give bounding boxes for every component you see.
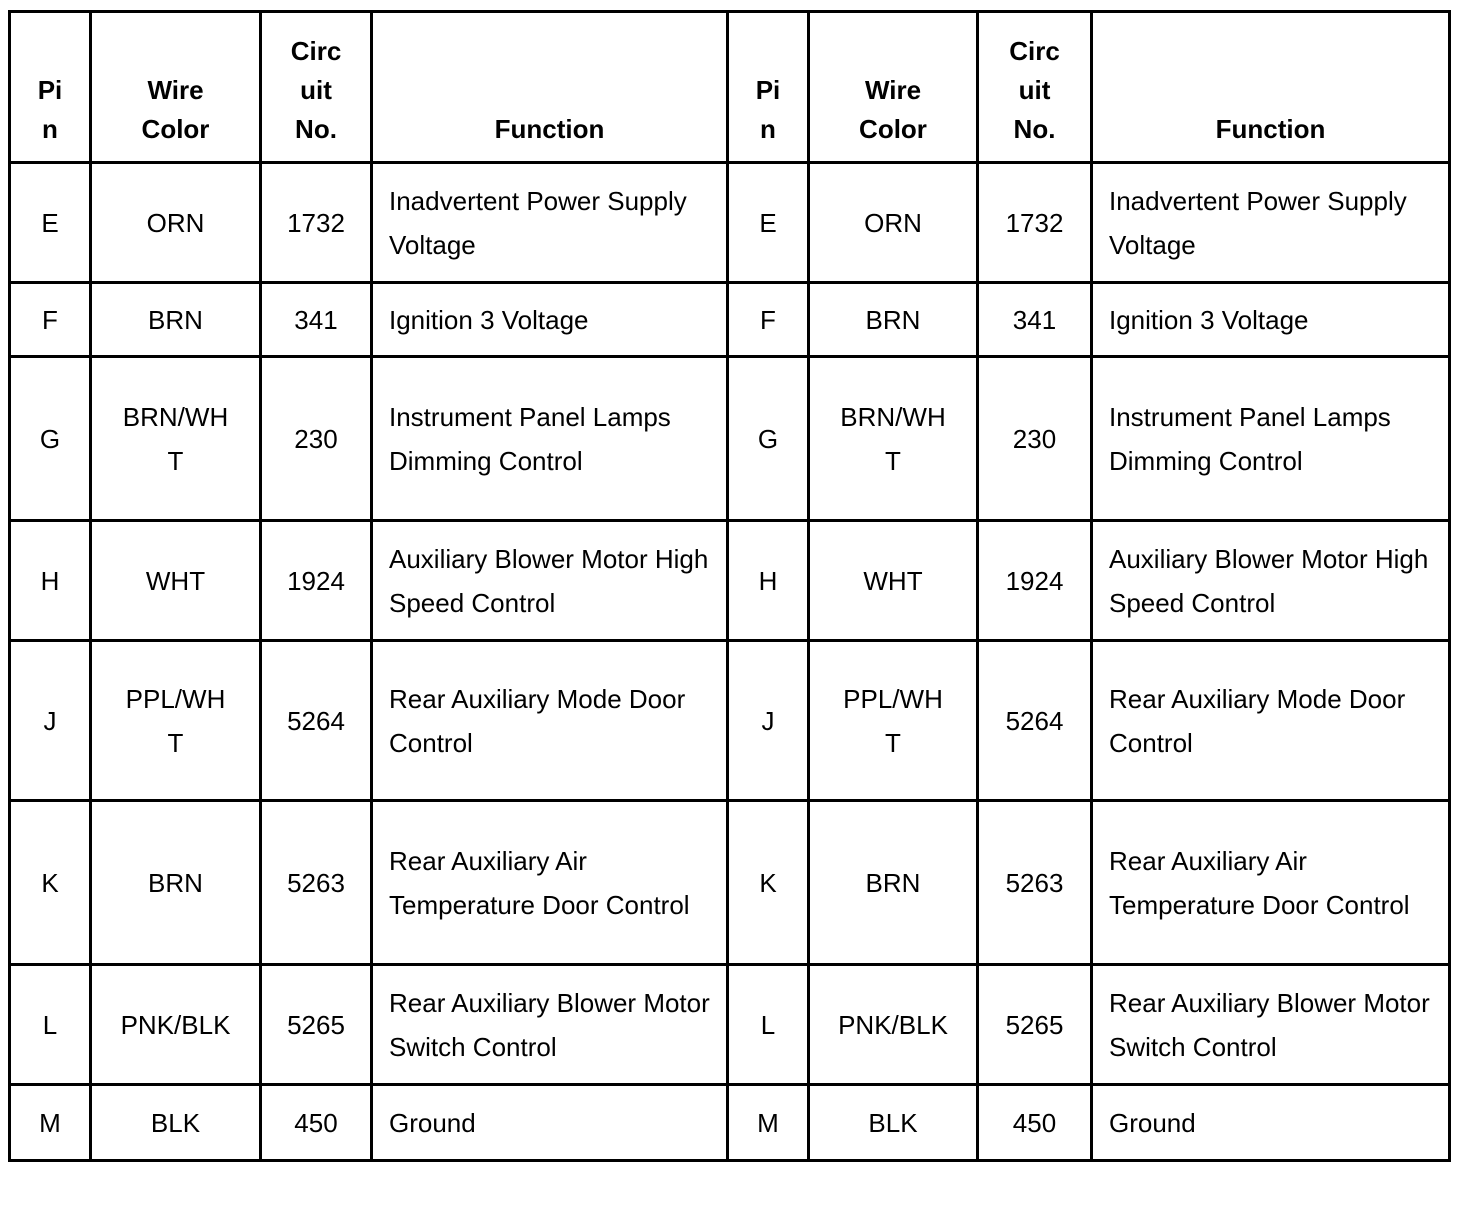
function-cell: Auxiliary Blower Motor High Speed Control [372,521,728,641]
wire-color-cell: PNK/BLK [809,965,978,1085]
function-cell: Instrument Panel Lamps Dimming Control [1092,357,1450,521]
wire-color-cell: WHT [809,521,978,641]
circuit-cell: 5265 [978,965,1092,1085]
circuit-cell: 1732 [978,163,1092,283]
table-row [10,163,1450,283]
circuit-cell: 230 [261,357,372,521]
header-row [10,12,1450,163]
pin-cell: F [10,283,91,357]
table-row [10,1085,1450,1161]
header-circuit-no-right: Circuit No. [978,12,1092,163]
function-cell: Ground [372,1085,728,1161]
circuit-cell: 1732 [261,163,372,283]
wire-color-cell: PNK/BLK [91,965,261,1085]
pin-cell: J [10,641,91,801]
wire-color-cell: BRN/WHT [91,357,261,521]
function-cell: Rear Auxiliary Air Temperature Door Control [1092,801,1450,965]
header-function-left: Function [372,12,728,163]
circuit-cell: 450 [261,1085,372,1161]
wire-color-cell: BRN [809,283,978,357]
function-cell: Ground [1092,1085,1450,1161]
circuit-cell: 341 [978,283,1092,357]
pin-cell: F [728,283,809,357]
circuit-cell: 5263 [978,801,1092,965]
function-cell: Instrument Panel Lamps Dimming Control [372,357,728,521]
circuit-cell: 5264 [978,641,1092,801]
wire-color-cell: BLK [809,1085,978,1161]
wire-color-cell: PPL/WHT [91,641,261,801]
function-cell: Rear Auxiliary Mode Door Control [1092,641,1450,801]
function-cell: Ignition 3 Voltage [372,283,728,357]
header-wire-color-right: Wire Color [809,12,978,163]
pin-cell: H [10,521,91,641]
circuit-cell: 5265 [261,965,372,1085]
table-row [10,521,1450,641]
header-pin-left: Pin [10,12,91,163]
function-cell: Inadvertent Power Supply Voltage [372,163,728,283]
function-cell: Rear Auxiliary Blower Motor Switch Control [372,965,728,1085]
table-row [10,965,1450,1085]
header-circuit-no-left: Circuit No. [261,12,372,163]
function-cell: Rear Auxiliary Mode Door Control [372,641,728,801]
pin-cell: E [10,163,91,283]
wire-color-cell: BRN [809,801,978,965]
wire-color-cell: WHT [91,521,261,641]
pin-cell: L [10,965,91,1085]
circuit-cell: 5264 [261,641,372,801]
wire-color-cell: BLK [91,1085,261,1161]
wire-color-cell: PPL/WHT [809,641,978,801]
function-cell: Ignition 3 Voltage [1092,283,1450,357]
header-pin-right: Pin [728,12,809,163]
wire-color-cell: ORN [91,163,261,283]
pin-cell: G [728,357,809,521]
pin-cell: J [728,641,809,801]
pin-cell: M [10,1085,91,1161]
header-wire-color-left: Wire Color [91,12,261,163]
pin-cell: G [10,357,91,521]
circuit-cell: 5263 [261,801,372,965]
wire-color-cell: BRN [91,283,261,357]
pin-cell: H [728,521,809,641]
function-cell: Auxiliary Blower Motor High Speed Control [1092,521,1450,641]
table-row [10,801,1450,965]
connector-pinout-table [8,10,1451,1162]
circuit-cell: 1924 [261,521,372,641]
wire-color-cell: BRN [91,801,261,965]
pin-cell: E [728,163,809,283]
pin-cell: L [728,965,809,1085]
header-function-right: Function [1092,12,1450,163]
pin-cell: K [728,801,809,965]
circuit-cell: 341 [261,283,372,357]
circuit-cell: 230 [978,357,1092,521]
pin-cell: M [728,1085,809,1161]
pin-cell: K [10,801,91,965]
wire-color-cell: BRN/WHT [809,357,978,521]
function-cell: Rear Auxiliary Blower Motor Switch Control [1092,965,1450,1085]
table-row [10,357,1450,521]
table-row [10,641,1450,801]
wire-color-cell: ORN [809,163,978,283]
function-cell: Inadvertent Power Supply Voltage [1092,163,1450,283]
circuit-cell: 1924 [978,521,1092,641]
function-cell: Rear Auxiliary Air Temperature Door Control [372,801,728,965]
circuit-cell: 450 [978,1085,1092,1161]
table-row [10,283,1450,357]
